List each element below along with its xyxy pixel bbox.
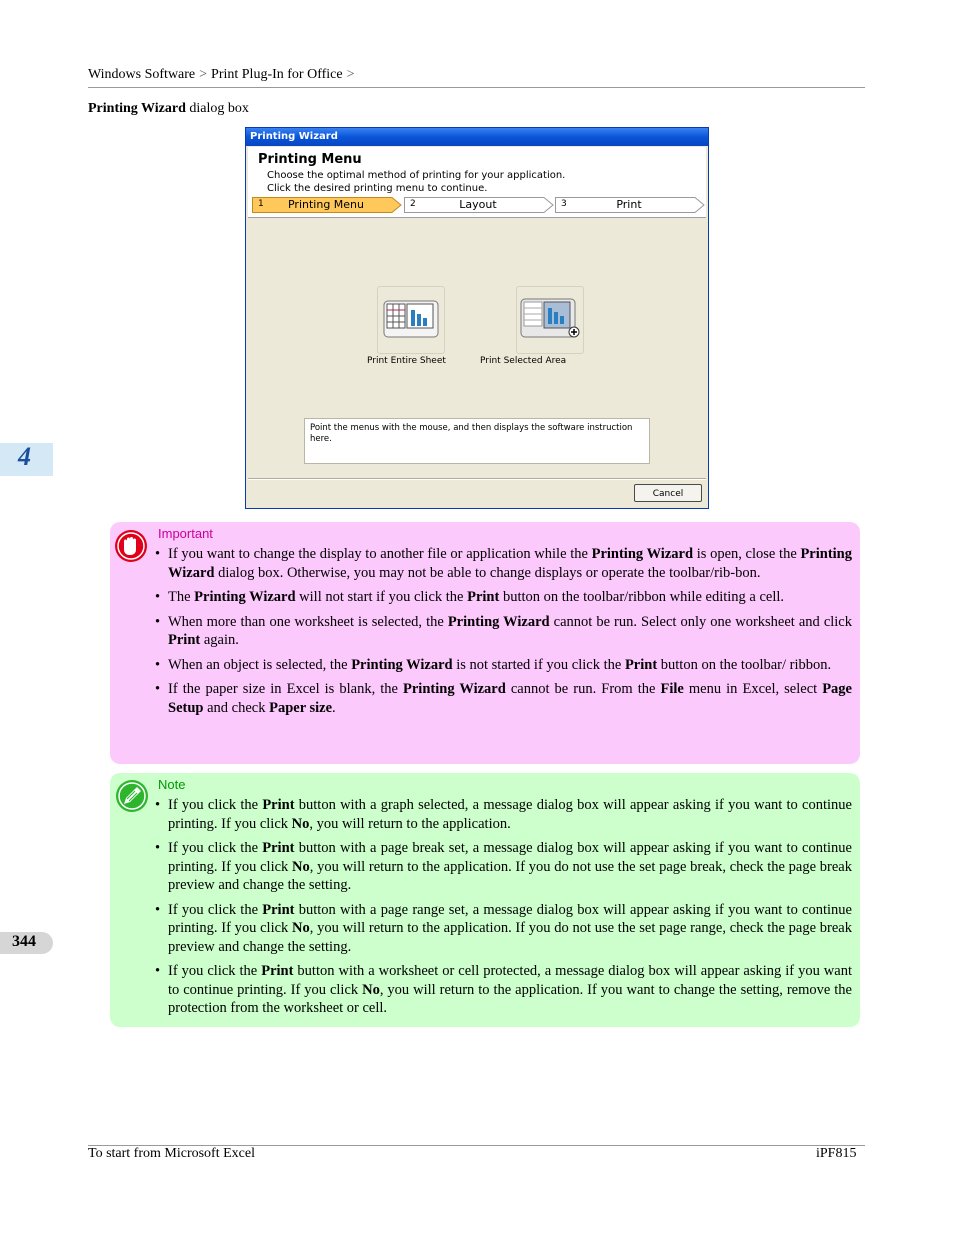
dialog-header-panel <box>248 147 706 218</box>
entire-sheet-icon <box>383 300 439 340</box>
bold-term: Printing Wizard <box>194 589 296 605</box>
printing-wizard-dialog <box>245 127 709 509</box>
header-rule <box>88 87 865 88</box>
dialog-instruction-1: Choose the optimal method of printing for your application. <box>267 170 566 181</box>
breadcrumb <box>88 67 359 83</box>
bold-term: Print <box>261 963 294 979</box>
instruction-info-box: Point the menus with the mouse, and then displays the software instruction here. <box>304 418 650 464</box>
step-layout[interactable] <box>404 197 554 213</box>
caption-bold: Printing Wizard <box>88 101 186 116</box>
bold-term: Printing Wizard <box>403 681 506 697</box>
note-title: Note <box>158 777 186 792</box>
step-label: Print <box>616 198 642 211</box>
selected-area-icon <box>520 298 582 342</box>
dialog-separator <box>248 478 706 480</box>
bold-term: No <box>291 815 310 832</box>
bold-term: File <box>660 681 684 697</box>
list-item: • When more than one worksheet is selected, the Printing Wizard cannot be run. Select only one worksheet and click Print again. <box>155 613 852 650</box>
print-selected-area-button[interactable] <box>480 286 586 366</box>
bold-term: Paper size <box>269 699 333 716</box>
list-item: • If you click the Print button with a page range set, a message dialog box will appear asking if you want to continue printing. If you click No, you will return to the application. If you do not use the set page range, check the page break preview and change the setting. <box>155 901 852 957</box>
step-label: Layout <box>459 198 497 211</box>
bold-term: No <box>362 981 380 998</box>
bold-term: Print <box>168 632 201 648</box>
print-entire-sheet-button[interactable] <box>367 286 447 366</box>
list-item: • The Printing Wizard will not start if you click the Print button on the toolbar/ribbon while editing a cell. <box>155 588 852 607</box>
figure-caption <box>88 101 249 117</box>
dialog-titlebar[interactable]: Printing Wizard <box>246 128 708 146</box>
option-label: Print Entire Sheet <box>367 356 446 366</box>
step-label: Printing Menu <box>287 198 364 211</box>
stop-hand-icon <box>114 529 148 563</box>
note-list <box>155 796 852 1024</box>
breadcrumb-item-windows-software: Windows Software <box>88 67 196 82</box>
bold-term: Printing Wizard <box>447 613 550 630</box>
list-item: • If you click the Print button with a graph selected, a message dialog box will appear asking if you want to continue printing. If you click No, you will return to the application. <box>155 796 852 833</box>
bold-term: Page Setup <box>168 681 852 716</box>
pencil-icon <box>115 779 149 813</box>
important-title: Important <box>158 526 213 541</box>
bold-term: Print <box>467 589 500 605</box>
dialog-instruction-2: Click the desired printing menu to continue. <box>267 183 488 194</box>
bold-term: No <box>292 858 310 875</box>
step-printing-menu[interactable] <box>252 197 402 213</box>
bold-term: Print <box>262 797 295 813</box>
cancel-button[interactable]: Cancel <box>634 484 702 502</box>
bold-term: Print <box>262 901 295 918</box>
bold-term: Printing Wizard <box>591 546 694 562</box>
list-item: • If you click the Print button with a page break set, a message dialog box will appear asking if you want to continue printing. If you click No, you will return to the application. If you do not use the set page break, check the page break preview and change the setting. <box>155 839 852 895</box>
bold-term: Printing Wizard <box>351 656 453 673</box>
list-item: • When an object is selected, the Printing Wizard is not started if you click the Print button on the toolbar/ ribbon. <box>155 656 852 675</box>
bold-term: No <box>292 920 310 936</box>
breadcrumb-separator: > <box>199 67 208 82</box>
list-item: • If the paper size in Excel is blank, the Printing Wizard cannot be run. From the File menu in Excel, select Page Setup and check Paper size. <box>155 680 852 717</box>
dialog-heading: Printing Menu <box>258 152 362 167</box>
bold-term: Print <box>624 656 658 673</box>
bold-term: Printing Wizard <box>168 546 852 581</box>
breadcrumb-separator: > <box>346 67 355 82</box>
breadcrumb-item-print-plugin: Print Plug-In for Office <box>211 67 343 82</box>
step-number: 3 <box>561 199 567 209</box>
step-print[interactable] <box>555 197 705 213</box>
option-label: Print Selected Area <box>480 356 567 366</box>
chapter-number: 4 <box>18 442 31 471</box>
bold-term: Print <box>262 840 295 856</box>
step-number: 2 <box>410 199 416 209</box>
list-item: • If you want to change the display to another file or application while the Printing Wizard is open, close the Printing Wizard dialog box. Otherwise, you may not be able to change displays or operate the toolbar/rib-bon. <box>155 545 852 582</box>
footer-section-title: To start from Microsoft Excel <box>88 1146 255 1161</box>
important-list <box>155 545 852 723</box>
footer-model-name: iPF815 <box>816 1146 857 1161</box>
step-number: 1 <box>258 199 264 209</box>
page-number: 344 <box>12 933 36 950</box>
caption-rest: dialog box <box>189 101 249 116</box>
list-item: • If you click the Print button with a worksheet or cell protected, a message dialog box will appear asking if you want to continue printing. If you click No, you will return to the application. If you want to change the setting, remove the protection from the worksheet or cell. <box>155 962 852 1018</box>
